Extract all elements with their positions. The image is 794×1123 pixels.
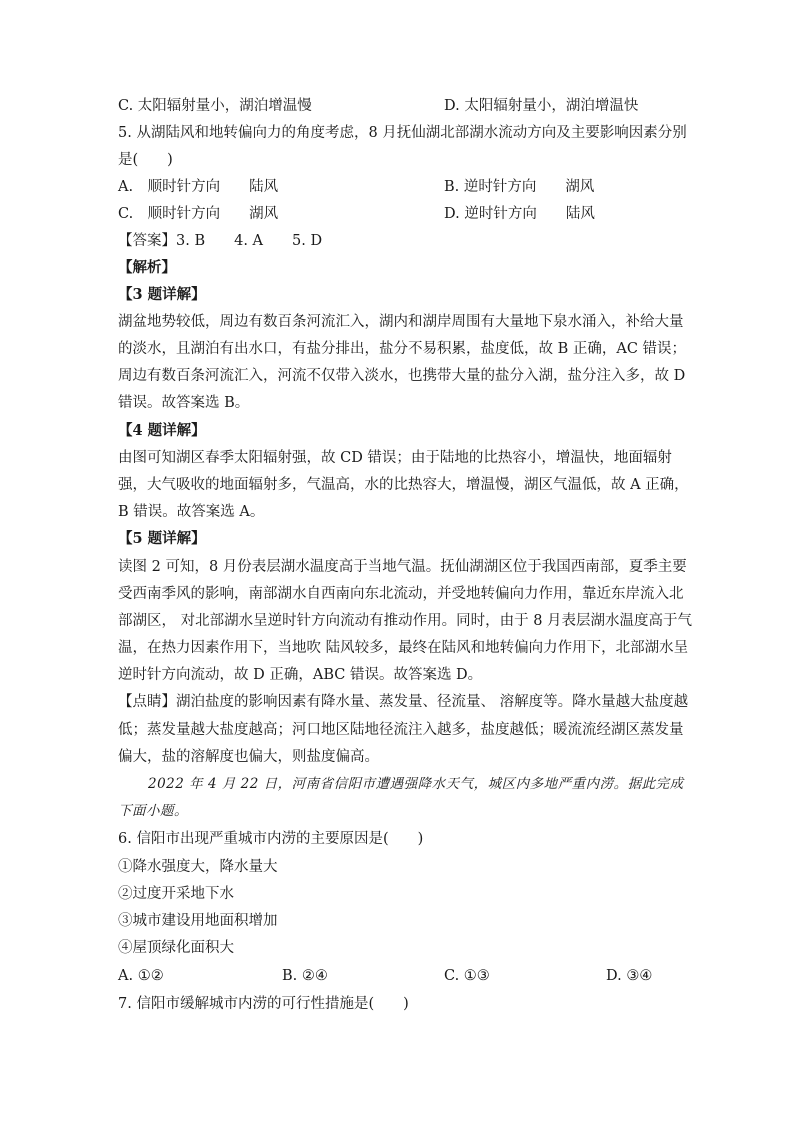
q3-detail-line: 错误。故答案选 B。 xyxy=(118,395,250,411)
q5-detail-heading: 【5 题详解】 xyxy=(118,530,206,547)
q5-detail-line: 部湖区， 对北部湖水呈逆时针方向流动有推动作用。同时，由于 8 月表层湖水温度高于气 xyxy=(118,613,693,629)
tips-line: 低；蒸发量越大盐度越高；河口地区陆地径流注入越多，盐度越低；暖流流经湖区蒸发量 xyxy=(118,722,684,738)
q5-detail-line: 逆时针方向流动，故 D 正确，ABC 错误。故答案选 D。 xyxy=(118,667,483,683)
q5-option-c: C. 顺时针方向 湖风 xyxy=(118,206,279,222)
q6-option-d: D. ③④ xyxy=(606,968,653,984)
q3-detail-line: 周边有数百条河流汇入，河流不仅带入淡水，也携带大量的盐分入湖，盐分注入多，故 D xyxy=(118,368,686,384)
q5-option-b: B. 逆时针方向 湖风 xyxy=(444,179,595,195)
tips-line: 偏大，盐的溶解度也偏大，则盐度偏高。 xyxy=(118,749,379,765)
q7-stem: 7. 信阳市缓解城市内涝的可行性措施是( ) xyxy=(118,996,409,1012)
q3-detail-line: 的淡水，且湖泊有出水口，有盐分排出，盐分不易积累，盐度低，故 B 正确，AC 错误； xyxy=(118,341,687,357)
q4-option-d: D. 太阳辐射量小，湖泊增温快 xyxy=(444,98,639,114)
q4-detail-line: B 错误。故答案选 A。 xyxy=(118,504,265,520)
q3-detail-line: 湖盆地势较低，周边有数百条河流汇入，湖内和湖岸周围有大量地下泉水涌入，补给大量 xyxy=(118,314,684,330)
q5-option-a: A. 顺时针方向 陆风 xyxy=(118,179,279,195)
q6-option-c: C. ①③ xyxy=(444,968,490,984)
q4-option-c: C. 太阳辐射量小，湖泊增温慢 xyxy=(118,98,312,114)
q3-detail-heading: 【3 题详解】 xyxy=(118,286,206,303)
q6-option-a: A. ①② xyxy=(118,968,164,984)
q5-detail-line: 受西南季风的影响，南部湖水自西南向东北流动，并受地转偏向力作用，靠近东岸流入北 xyxy=(118,586,684,602)
q4-detail-heading: 【4 题详解】 xyxy=(118,422,206,439)
q6-stem: 6. 信阳市出现严重城市内涝的主要原因是( ) xyxy=(118,831,424,847)
q6-item: ①降水强度大，降水量大 xyxy=(118,859,278,875)
q6-item: ②过度开采地下水 xyxy=(118,886,234,902)
material-line1: 2022 年 4 月 22 日，河南省信阳市遭遇强降水天气，城区内多地严重内涝。据此完成 xyxy=(148,776,684,792)
q6-option-b: B. ②④ xyxy=(282,968,328,984)
q4-detail-line: 由图可知湖区春季太阳辐射强，故 CD 错误；由于陆地的比热容小，增温快，地面辐射 xyxy=(118,450,672,466)
q5-detail-line: 温，在热力因素作用下，当地吹 陆风较多，最终在陆风和地转偏向力作用下，北部湖水呈 xyxy=(118,640,689,656)
q6-item: ④屋顶绿化面积大 xyxy=(118,940,234,956)
q5-option-d: D. 逆时针方向 陆风 xyxy=(444,206,595,222)
q5-detail-line: 读图 2 可知，8 月份表层湖水温度高于当地气温。抚仙湖湖区位于我国西南部，夏季主要 xyxy=(118,559,687,575)
material-line2: 下面小题。 xyxy=(118,803,188,819)
q5-stem-line2: 是( ) xyxy=(118,152,173,168)
q4-detail-line: 强，大气吸收的地面辐射多，气温高，水的比热容大，增温慢，湖区气温低，故 A 正确， xyxy=(118,477,689,493)
answer-line: 【答案】3. B 4. A 5. D xyxy=(118,233,323,249)
analysis-heading: 【解析】 xyxy=(118,259,176,276)
q6-item: ③城市建设用地面积增加 xyxy=(118,913,278,929)
tips-line: 【点睛】湖泊盐度的影响因素有降水量、蒸发量、径流量、 溶解度等。降水量越大盐度越 xyxy=(118,694,689,710)
q5-stem-line1: 5. 从湖陆风和地转偏向力的角度考虑，8 月抚仙湖北部湖水流动方向及主要影响因素分别 xyxy=(118,125,687,141)
